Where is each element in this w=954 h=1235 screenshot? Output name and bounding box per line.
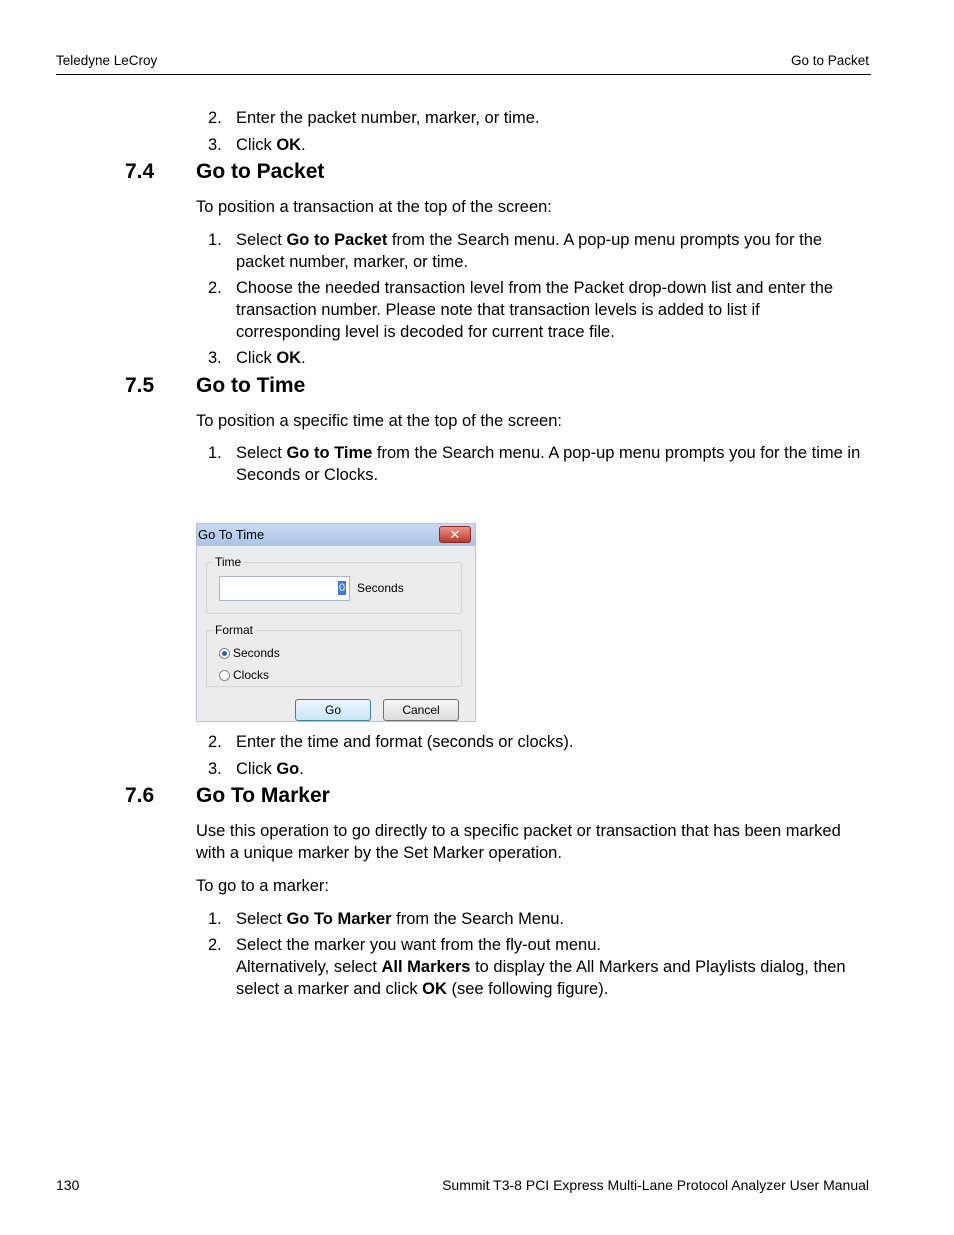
list-item: 1. Select Go to Time from the Search menu. A pop-up menu prompts you for the time in Seconds or Clocks. — [208, 444, 861, 484]
list-item: 2. Enter the packet number, marker, or time. — [208, 109, 540, 127]
radio-clocks[interactable]: Clocks — [219, 668, 269, 682]
section-intro: To position a transaction at the top of the screen: — [196, 198, 552, 216]
time-unit-label: Seconds — [357, 581, 404, 595]
running-header-right: Go to Packet — [790, 53, 869, 68]
time-input[interactable] — [219, 576, 350, 601]
running-footer-title: Summit T3-8 PCI Express Multi-Lane Protocol Analyzer User Manual — [442, 1177, 869, 1193]
list-item: 1. Select Go To Marker from the Search Menu. — [208, 910, 565, 928]
dialog-title: Go To Time — [198, 527, 265, 542]
go-to-time-dialog — [196, 523, 476, 722]
radio-unchecked-icon — [219, 670, 230, 681]
list-item: 3. Click OK. — [208, 136, 306, 154]
list-item: 3. Click OK. — [208, 349, 306, 367]
radio-seconds[interactable]: Seconds — [219, 646, 280, 660]
dialog-titlebar[interactable] — [197, 524, 475, 546]
section-intro: To position a specific time at the top of the screen: — [196, 412, 562, 430]
time-group-label: Time — [215, 555, 242, 569]
list-item: 2. Choose the needed transaction level from the Packet drop-down list and enter the transaction number. Please note that transaction levels is added to list if corresponding level is decoded for current trace file. — [208, 279, 834, 341]
radio-checked-icon — [219, 648, 230, 659]
list-item: 1. Select Go to Packet from the Search menu. A pop-up menu prompts you for the packet number, marker, or time. — [208, 231, 823, 271]
list-item: 2. Select the marker you want from the fly-out menu. Alternatively, select All Markers to display the All Markers and Playlists dialog, then select a marker and click OK (see following figure). — [208, 936, 846, 998]
cancel-button[interactable]: Cancel — [383, 699, 459, 721]
list-item: 2. Enter the time and format (seconds or clocks). — [208, 733, 574, 751]
header-divider — [56, 74, 871, 75]
page-number: 130 — [56, 1177, 80, 1193]
time-input-value: 0 — [338, 582, 346, 594]
running-header-left: Teledyne LeCroy — [56, 53, 158, 68]
close-icon[interactable]: ✕ — [439, 526, 471, 543]
section-intro: To go to a marker: — [196, 877, 329, 895]
list-item: 3. Click Go. — [208, 760, 304, 778]
format-group-label: Format — [215, 623, 254, 637]
section-intro: Use this operation to go directly to a specific packet or transaction that has been marked with a unique marker by the Set Marker operation. — [196, 822, 841, 862]
go-button[interactable]: Go — [295, 699, 371, 721]
